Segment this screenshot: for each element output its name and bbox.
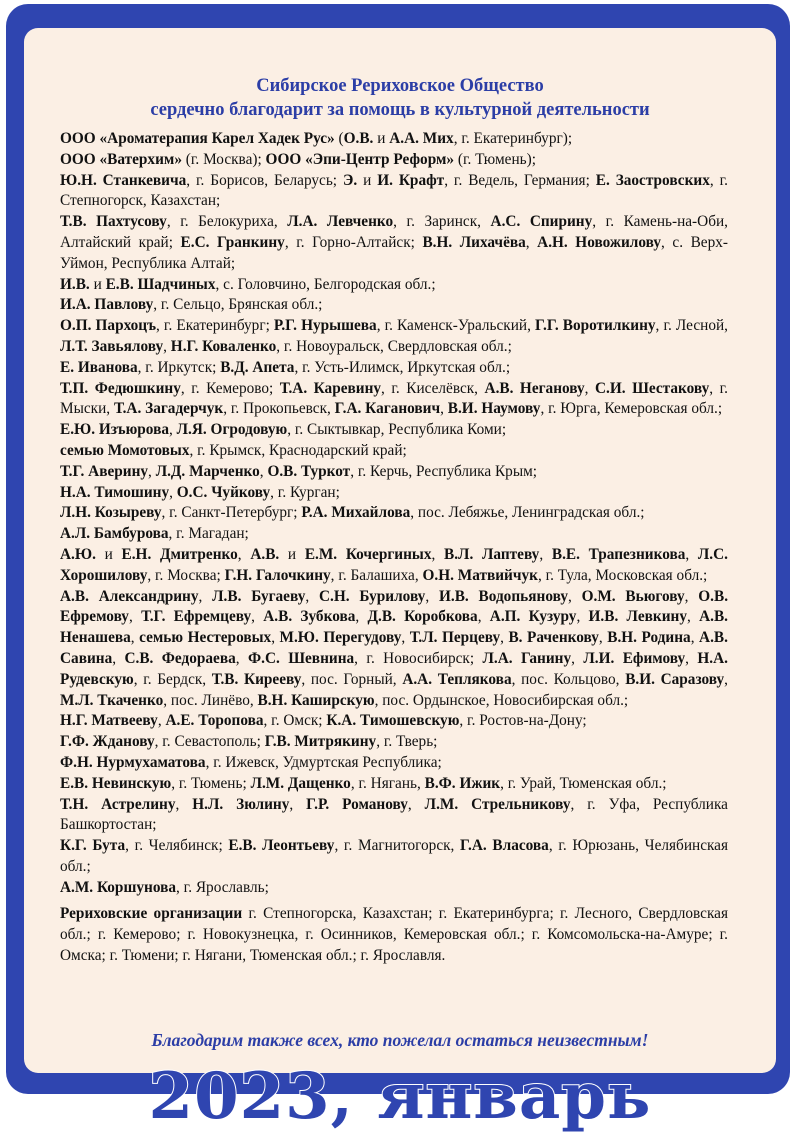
recipient-name: ООО «Эпи-Центр Реформ» xyxy=(265,150,455,168)
recipient-name: А.В. Савина xyxy=(60,629,728,667)
recipient-location: , г. Юрюзань, Челябинская обл.; xyxy=(60,837,729,875)
recipient-name: Д.В. Коробкова xyxy=(367,608,478,626)
recipient-location: и xyxy=(357,171,378,189)
recipient-name: Р.А. Михайлова xyxy=(301,504,411,522)
recipient-name: Т.Г. Аверину xyxy=(60,462,149,480)
recipient-location: , г. Сыктывкар, Республика Коми; xyxy=(287,421,507,439)
recipient-name: Г.Н. Галочкину xyxy=(224,566,331,584)
recipient-location: , г. Новоуральск, Свердловская обл.; xyxy=(276,337,512,355)
acknowledgement-entry xyxy=(60,483,728,504)
recipient-name: Т.Г. Ефремцеву xyxy=(141,608,252,626)
recipient-location: , xyxy=(271,629,280,647)
recipient-location: , xyxy=(163,337,171,355)
recipient-location: , xyxy=(169,483,177,501)
recipient-name: Л.И. Ефимову xyxy=(583,649,686,667)
recipient-location: , г. Сельцо, Брянская обл.; xyxy=(153,296,323,314)
recipient-location: , пос. Горный, xyxy=(301,670,403,688)
recipient-name: Е. Иванова xyxy=(60,358,138,376)
recipient-name: С.И. Шестакову xyxy=(595,379,710,397)
recipient-name: ООО «Ватерхим» xyxy=(60,150,182,168)
acknowledgement-entry xyxy=(60,545,728,587)
recipient-name: К.А. Тимошевскую xyxy=(326,712,460,730)
recipient-name: Ю.Н. Станкевича xyxy=(60,171,187,189)
recipient-name: И.А. Павлову xyxy=(60,296,154,314)
acknowledgement-entry xyxy=(60,441,728,462)
recipient-location: , xyxy=(112,649,125,667)
recipient-name: Л.Т. Завьялову xyxy=(60,337,164,355)
recipient-location: , г. Ярославль; xyxy=(176,878,269,896)
recipient-location: , пос. Линёво, xyxy=(163,691,258,709)
recipient-name: В. Раченкову xyxy=(508,629,599,647)
recipient-name: А.Ю. xyxy=(60,545,96,563)
recipient-location: , г. Урай, Тюменская обл.; xyxy=(500,774,667,792)
recipient-name: А.С. Спирину xyxy=(490,213,593,231)
recipient-name: Л.Н. Козыреву xyxy=(60,504,162,522)
recipient-location: , xyxy=(175,795,193,813)
recipient-name: О.В. xyxy=(343,130,374,147)
recipient-location: , xyxy=(425,587,439,605)
acknowledgement-entry xyxy=(60,150,728,171)
recipient-name: Л.В. Бугаеву xyxy=(212,587,306,605)
recipient-name: И.В. Водопьянову xyxy=(438,587,568,605)
heading-line-2: сердечно благодарит за помощь в культурной деятельности xyxy=(150,100,650,120)
recipient-name: Г.Г. Воротилкину xyxy=(535,317,656,335)
recipient-name: Г.А. Власова xyxy=(460,837,549,855)
acknowledgement-entry xyxy=(60,503,728,524)
recipient-location: , пос. Лебяжье, Ленинградская обл.; xyxy=(410,504,645,522)
recipient-location: , г. Камень-на-Оби, Алтайский край; xyxy=(60,213,728,251)
recipient-name: А.М. Коршунова xyxy=(60,878,176,896)
recipient-name: А.В. xyxy=(250,545,280,563)
recipient-name: Т.В. Кирееву xyxy=(211,670,302,688)
recipient-name: М.Л. Ткаченко xyxy=(60,691,164,709)
recipient-name: Н.Г. Матвееву xyxy=(60,712,158,730)
recipient-name: Е.М. Кочергиных xyxy=(304,545,432,563)
recipient-name: А.П. Кузуру xyxy=(489,608,577,626)
recipient-location: , г. Бердск, xyxy=(133,670,212,688)
recipient-name: Г.А. Каганович xyxy=(334,400,441,418)
recipient-name: Т.В. Пахтусову xyxy=(60,213,167,231)
recipient-name: И. Крафт xyxy=(377,171,445,189)
recipient-location: г. Степногорска, Казахстан; г. Екатеринбурга; г. Лесного, Свердловская обл.; г. Кемерово; г. Новокузнецка, г. Осинников, Кемеровская обл.; г. Комсомольска-на-Амуре; г. Омска; г. Тюмени; г. Нягани, Тюменская обл.; г. Ярославля. xyxy=(60,905,728,965)
recipient-location: , xyxy=(539,545,552,563)
recipient-location: , г. Санкт-Петербург; xyxy=(161,504,302,522)
recipient-name: Г.В. Митрякину xyxy=(264,733,377,751)
recipient-location: , xyxy=(198,587,213,605)
recipient-location: и xyxy=(95,545,122,563)
recipient-location: , xyxy=(684,587,699,605)
recipient-name: Л.М. Стрельникову xyxy=(424,795,571,813)
acknowledgement-entry xyxy=(60,795,728,837)
recipient-location: , xyxy=(598,629,608,647)
recipient-location: , г. Омск; xyxy=(263,712,327,730)
recipient-location: , г. Борисов, Беларусь; xyxy=(186,171,343,189)
recipient-location: , г. Горно-Алтайск; xyxy=(284,233,423,251)
recipient-name: Л.М. Дащенко xyxy=(250,774,351,792)
recipient-name: Е.С. Гранкину xyxy=(180,233,285,251)
recipient-name: А.В. Александрину xyxy=(60,587,199,605)
recipient-location: , xyxy=(724,670,728,688)
recipient-location: , xyxy=(500,629,509,647)
recipient-location: , xyxy=(237,545,251,563)
acknowledgement-entry xyxy=(60,524,728,545)
recipient-location: , пос. Кольцово, xyxy=(511,670,626,688)
recipient-name: Л.А. Ганину xyxy=(482,649,572,667)
acknowledgement-entry xyxy=(60,379,728,421)
recipient-name: Л.Д. Марченко xyxy=(155,462,260,480)
acknowledgement-entry xyxy=(60,129,728,150)
acknowledgement-entry xyxy=(60,587,728,712)
recipient-location: , xyxy=(157,712,166,730)
recipient-location: , xyxy=(130,629,140,647)
acknowledgement-entry xyxy=(60,904,728,966)
recipient-location: , г. Курган; xyxy=(270,483,340,501)
recipient-name: С.Н. Бурилову xyxy=(319,587,426,605)
acknowledgement-list xyxy=(60,129,728,967)
acknowledgement-entry xyxy=(60,711,728,732)
recipient-location: , г. Крымск, Краснодарский край; xyxy=(189,441,407,459)
recipient-location: , г. Керчь, Республика Крым; xyxy=(350,462,538,480)
recipient-name: Е.Ю. Изъюрова xyxy=(60,421,169,439)
recipient-name: М.Ю. Перегудову xyxy=(279,629,402,647)
recipient-location: и xyxy=(373,130,390,147)
recipient-location: , xyxy=(128,608,142,626)
recipient-name: А.В. Ненашева xyxy=(60,608,728,647)
recipient-name: Рериховские организации xyxy=(60,905,243,923)
recipient-name: Ф.Н. Нурмухаматова xyxy=(60,753,206,771)
acknowledgement-entry xyxy=(60,316,728,358)
recipient-location: ( xyxy=(334,130,344,147)
recipient-location: , г. Усть-Илимск, Иркутская обл.; xyxy=(294,358,511,376)
recipient-location: , xyxy=(168,421,177,439)
document-heading xyxy=(24,74,776,122)
acknowledgement-entry xyxy=(60,171,728,213)
recipient-location: , г. Уфа, Республика Башкортостан; xyxy=(60,795,728,834)
recipient-name: В.И. Наумову xyxy=(447,400,541,418)
recipient-name: О.П. Пархоцъ xyxy=(60,317,157,335)
recipient-name: Т.А. Загадерчук xyxy=(113,400,224,418)
recipient-name: Э. xyxy=(342,171,358,189)
recipient-location: , г. Лесной, xyxy=(655,317,728,335)
recipient-name: О.В. Туркот xyxy=(267,462,351,480)
recipient-name: И.В. xyxy=(60,275,90,293)
recipient-name: Н.А. Рудевскую xyxy=(60,649,729,688)
recipient-name: О.С. Чуйкову xyxy=(176,483,271,501)
recipient-location: , xyxy=(259,462,268,480)
recipient-location: , г. Тверь; xyxy=(376,733,438,751)
recipient-location: , xyxy=(584,379,595,397)
recipient-name: В.И. Саразову xyxy=(625,670,725,688)
recipient-location: , xyxy=(235,649,248,667)
recipient-location: , xyxy=(525,233,538,251)
recipient-location: и xyxy=(89,275,106,293)
recipient-name: ООО «Ароматерапия Карел Хадек Рус» xyxy=(60,130,335,147)
recipient-location: , г. Ведель, Германия; xyxy=(444,171,596,189)
recipient-location: , г. Мыски, xyxy=(60,379,728,418)
recipient-name: Л.Я. Огродовую xyxy=(176,421,288,439)
recipient-location: , xyxy=(571,649,584,667)
recipient-location: , г. Каменск-Уральский, xyxy=(376,317,535,335)
date-banner: 2023, январь xyxy=(148,1059,652,1134)
recipient-name: Н.Л. Зюлину xyxy=(192,795,290,813)
acknowledgement-entry xyxy=(60,462,728,483)
recipient-location: , г. Тула, Московская обл.; xyxy=(537,566,708,584)
recipient-name: А.Е. Торопова xyxy=(165,712,264,730)
recipient-name: К.Г. Бута xyxy=(60,837,126,855)
recipient-location: , г. Екатеринбург); xyxy=(453,130,573,147)
recipient-name: Л.А. Левченко xyxy=(287,213,394,231)
recipient-name: А.В. Неганову xyxy=(484,379,585,397)
recipient-name: А.Н. Новожилову xyxy=(537,233,662,251)
recipient-name: И.В. Левкину xyxy=(588,608,687,626)
recipient-name: Н.Г. Коваленко xyxy=(170,337,277,355)
recipient-location: , xyxy=(576,608,589,626)
recipient-name: С.В. Федораева xyxy=(124,649,236,667)
recipient-name: О.В. Ефремову xyxy=(60,587,729,626)
recipient-location: , г. Ижевск, Удмуртская Республика; xyxy=(205,753,442,771)
recipient-location: , г. Севастополь; xyxy=(154,733,265,751)
recipient-location: , xyxy=(686,608,700,626)
recipient-location: , xyxy=(148,462,156,480)
recipient-name: А.В. Зубкова xyxy=(263,608,356,626)
recipient-location: , с. Головчино, Белгородская обл.; xyxy=(215,275,436,293)
recipient-name: семью Момотовых xyxy=(60,441,190,459)
recipient-name: В.Д. Апета xyxy=(220,358,295,376)
recipient-location: , г. Прокопьевск, xyxy=(223,400,335,418)
recipient-name: Р.Г. Нурышева xyxy=(273,317,377,335)
recipient-location: , xyxy=(440,400,448,418)
recipient-name: Л.С. Хорошилову xyxy=(60,545,728,584)
recipient-location: , xyxy=(305,587,319,605)
recipient-location: , xyxy=(685,649,698,667)
recipient-name: семью Нестеровых xyxy=(139,629,272,647)
recipient-name: А.А. Теплякова xyxy=(402,670,512,688)
acknowledgement-entry xyxy=(60,774,728,795)
acknowledgement-entry xyxy=(60,358,728,379)
recipient-location: , г. Иркутск; xyxy=(137,358,221,376)
acknowledgement-entry xyxy=(60,420,728,441)
acknowledgement-entry xyxy=(60,212,728,274)
recipient-name: О.М. Вьюгову xyxy=(581,587,685,605)
acknowledgement-entry xyxy=(60,295,728,316)
recipient-location: , xyxy=(355,608,368,626)
recipient-name: Т.Н. Астрелину xyxy=(60,795,176,813)
recipient-name: Г.Р. Романову xyxy=(306,795,408,813)
recipient-location: , г. Магнитогорск, xyxy=(334,837,461,855)
recipient-location: , xyxy=(477,608,490,626)
recipient-location: , xyxy=(401,629,410,647)
recipient-location: , xyxy=(690,629,700,647)
recipient-name: В.Л. Лаптеву xyxy=(444,545,540,563)
recipient-name: Н.А. Тимошину xyxy=(60,483,170,501)
recipient-name: В.Н. Родина xyxy=(607,629,691,647)
acknowledgement-entry xyxy=(60,836,728,878)
recipient-location: , г. Новосибирск; xyxy=(354,649,483,667)
recipient-name: В.Ф. Ижик xyxy=(424,774,501,792)
recipient-location: , г. Балашиха, xyxy=(330,566,423,584)
thanks-footer-note: Благодарим также всех, кто пожелал остаться неизвестным! xyxy=(151,1030,649,1050)
acknowledgement-entry xyxy=(60,732,728,753)
recipient-location: , г. Киселёвск, xyxy=(381,379,485,397)
recipient-location: и xyxy=(279,545,305,563)
recipient-name: А.Л. Бамбурова xyxy=(60,525,169,543)
recipient-location: , г. Нягань, xyxy=(350,774,425,792)
recipient-name: Ф.С. Шевнина xyxy=(247,649,355,667)
recipient-location: , г. Белокуриха, xyxy=(166,213,288,231)
recipient-name: Г.Ф. Жданову xyxy=(60,733,155,751)
acknowledgement-entry xyxy=(60,878,728,899)
recipient-location: , пос. Ордынское, Новосибирская обл.; xyxy=(374,691,629,709)
recipient-name: Т.П. Федюшкину xyxy=(60,379,181,397)
recipient-location: , г. Кемерово; xyxy=(180,379,280,397)
recipient-name: Е.В. Невинскую xyxy=(60,774,172,792)
recipient-location: , г. Екатеринбург; xyxy=(156,317,274,335)
recipient-location: , xyxy=(685,545,698,563)
recipient-name: Т.А. Каревину xyxy=(279,379,382,397)
recipient-location: , xyxy=(567,587,582,605)
recipient-location: , xyxy=(251,608,264,626)
recipient-location: , г. Москва; xyxy=(147,566,225,584)
recipient-name: А.А. Мих xyxy=(389,130,454,147)
acknowledgement-entry xyxy=(60,275,728,296)
heading-line-1: Сибирское Рериховское Общество xyxy=(256,76,544,96)
recipient-location: (г. Москва); xyxy=(181,150,266,168)
recipient-location: , г. Юрга, Кемеровская обл.; xyxy=(540,400,723,418)
recipient-location: , xyxy=(289,795,307,813)
recipient-name: О.Н. Матвийчук xyxy=(422,566,538,584)
recipient-location: , xyxy=(407,795,425,813)
recipient-location: , xyxy=(431,545,445,563)
recipient-name: В.Н. Каширскую xyxy=(257,691,375,709)
acknowledgement-entry xyxy=(60,753,728,774)
recipient-location: (г. Тюмень); xyxy=(454,150,536,168)
recipient-name: Е. Заостровских xyxy=(595,171,710,189)
recipient-location: , г. Магадан; xyxy=(168,525,249,543)
recipient-location: , г. Тюмень; xyxy=(171,774,251,792)
recipient-name: В.Н. Лихачёва xyxy=(422,233,526,251)
recipient-name: Е.В. Леонтьеву xyxy=(228,837,335,855)
recipient-name: Е.В. Шадчиных xyxy=(105,275,216,293)
recipient-location: , г. Ростов-на-Дону; xyxy=(459,712,587,730)
recipient-location: , с. Верх-Уймон, Республика Алтай; xyxy=(60,233,728,272)
recipient-location: , г. Челябинск; xyxy=(125,837,229,855)
recipient-name: В.Е. Трапезникова xyxy=(551,545,686,563)
recipient-name: Е.Н. Дмитренко xyxy=(121,545,238,563)
recipient-location: , г. Заринск, xyxy=(393,213,491,231)
recipient-location: , г. Степногорск, Казахстан; xyxy=(60,171,728,210)
recipient-name: Т.Л. Перцеву xyxy=(409,629,501,647)
